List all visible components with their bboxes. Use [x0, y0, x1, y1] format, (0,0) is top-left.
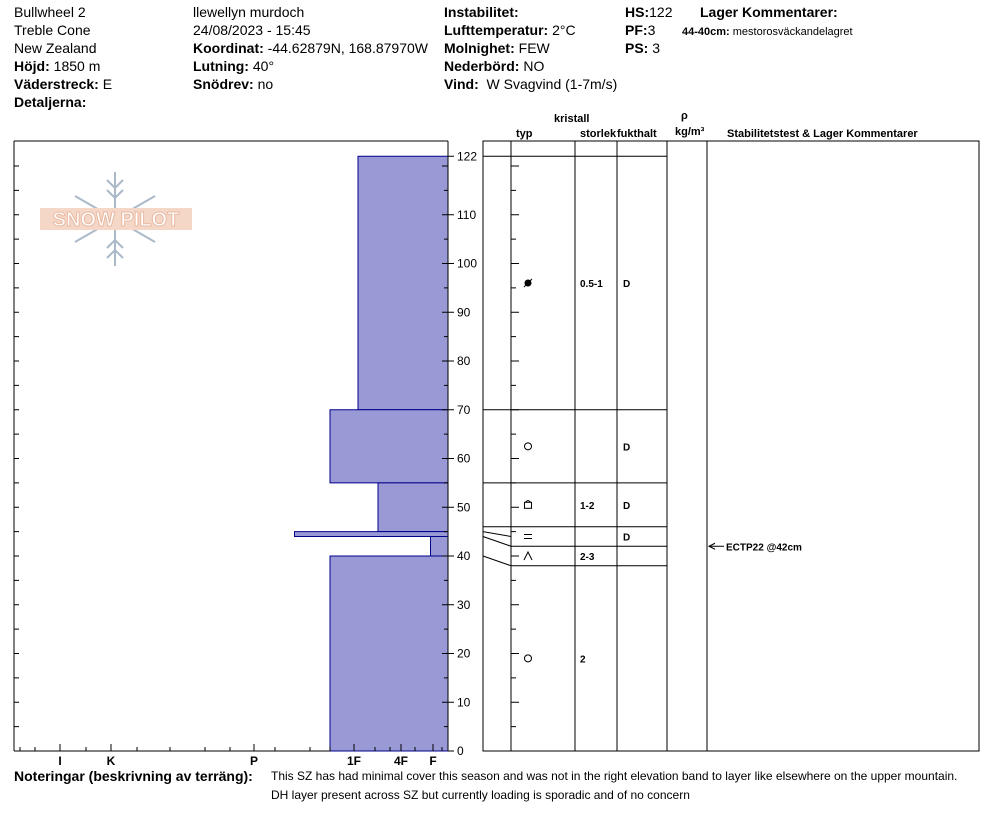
depth-tick-label: 0 [457, 744, 464, 758]
elevation-value: 1850 m [53, 58, 101, 74]
stability-test-label: ECTP22 @42cm [726, 542, 802, 554]
layer-comment-range: 44-40cm: [682, 26, 730, 38]
ps-label: PS: [625, 40, 649, 56]
observer-name: llewellyn murdoch [193, 4, 305, 20]
grain-table-frame [483, 141, 979, 751]
hardness-layer-5 [330, 556, 448, 751]
grain-moisture: D [623, 442, 631, 454]
layer-connector [483, 556, 511, 566]
notes-line-1: This SZ has had minimal cover this season and was not in the right elevation band to layer like elsewhere on the upper mountain. [271, 769, 958, 783]
left-minor-ticks [14, 166, 19, 727]
coord-label: Koordinat: [193, 40, 264, 56]
logo-text: SNOW PILOT [52, 209, 180, 231]
depth-tick-label: 20 [457, 646, 471, 661]
drift-label: Snödrev: [193, 76, 254, 92]
crystal-header: kristall [554, 113, 590, 125]
notes-label: Noteringar (beskrivning av terräng): [14, 768, 253, 784]
stability-tests [709, 542, 802, 553]
density-unit-header: kg/m³ [675, 126, 705, 138]
type-header: typ [516, 128, 533, 140]
hardness-layer-0 [358, 156, 448, 410]
hardness-layer-1 [330, 410, 448, 483]
grain-symbol-rounding-facet-icon [524, 279, 532, 287]
depth-tick-label: 40 [457, 549, 471, 563]
ps-value: 3 [652, 40, 661, 56]
hardness-label: P [249, 754, 259, 768]
layer-connector [483, 537, 511, 547]
hardness-layers [295, 156, 449, 751]
depth-tick-label: 122 [457, 149, 478, 164]
hs-label: HS: [625, 4, 650, 20]
grain-size: 2-3 [580, 552, 595, 563]
hs-value: 122 [649, 4, 673, 20]
grain-symbol-rounded-icon [525, 655, 532, 662]
slope-value: 40° [252, 58, 275, 74]
precip-value: NO [523, 58, 545, 74]
snowpilot-logo [40, 172, 192, 266]
layer-connector [483, 532, 511, 537]
airtemp-value: 2°C [552, 22, 576, 38]
layer-comments-title: Lager Kommentarer: [700, 4, 838, 20]
aspect-value: E [102, 76, 113, 92]
depth-tick-label: 60 [457, 451, 471, 466]
pf-value: 3 [647, 22, 656, 38]
notes-line-2: DH layer present across SZ but currently loading is sporadic and of no concern [271, 788, 690, 802]
size-header: storlek [580, 128, 617, 140]
depth-tick-label: 110 [457, 207, 477, 222]
elevation-label: Höjd: [14, 58, 50, 74]
aspect-label: Väderstreck: [14, 76, 99, 92]
layer-comment-text: mestorosväckandelagret [732, 26, 853, 38]
observation-datetime: 24/08/2023 - 15:45 [193, 22, 311, 38]
clouds-value: FEW [518, 40, 550, 56]
depth-tick-label: 30 [457, 597, 471, 612]
grain-symbol-depth-hoar-icon [524, 552, 532, 560]
wind-value: W Svagvind (1-7m/s) [486, 76, 618, 92]
slope-label: Lutning: [193, 58, 249, 74]
airtemp-label: Lufttemperatur: [444, 22, 549, 38]
grain-table [483, 141, 979, 751]
coord-value: -44.62879N, 168.87970W [267, 40, 428, 56]
hardness-label: K [106, 754, 116, 768]
grain-moisture: D [623, 279, 631, 290]
hardness-layer-3 [295, 532, 449, 537]
hardness-layer-2 [378, 483, 448, 532]
grain-symbol-faceted-icon [524, 535, 532, 539]
depth-tick-label: 10 [457, 695, 471, 710]
grain-moisture: D [623, 500, 631, 512]
stability-header: Stabilitetstest & Lager Kommentarer [727, 128, 918, 140]
drift-value: no [257, 76, 274, 92]
location-name: Bullwheel 2 [14, 4, 86, 20]
moisture-header: fukthalt [617, 128, 657, 140]
depth-tick-label: 70 [457, 402, 471, 417]
precip-label: Nederbörd: [444, 58, 520, 74]
table-ticks [511, 166, 519, 727]
depth-tick-label: 100 [457, 256, 478, 271]
hardness-label: 1F [346, 754, 362, 768]
depth-tick-label: 90 [457, 305, 471, 320]
grain-size: 0.5-1 [580, 279, 603, 290]
grain-symbol-facet-rounding-icon [525, 501, 532, 509]
hardness-chart [14, 141, 477, 768]
hardness-layer-4 [431, 537, 449, 557]
wind-label: Vind: [444, 76, 479, 92]
depth-tick-label: 50 [457, 500, 471, 515]
instability-label: Instabilitet: [444, 4, 519, 20]
clouds-label: Molnighet: [444, 40, 515, 56]
country-name: New Zealand [14, 40, 97, 56]
rho-header: ρ [681, 110, 688, 122]
grain-size: 1-2 [580, 500, 595, 512]
depth-tick-label: 80 [457, 354, 471, 368]
pf-label: PF: [625, 22, 648, 38]
grain-symbol-rounded-icon [525, 443, 532, 450]
details-label: Detaljerna: [14, 94, 87, 110]
hardness-label: F [429, 754, 437, 768]
grain-moisture: D [623, 532, 631, 544]
area-name: Treble Cone [14, 22, 91, 38]
grain-size: 2 [580, 654, 586, 666]
hardness-label: 4F [393, 754, 409, 768]
hardness-label: I [58, 754, 62, 768]
